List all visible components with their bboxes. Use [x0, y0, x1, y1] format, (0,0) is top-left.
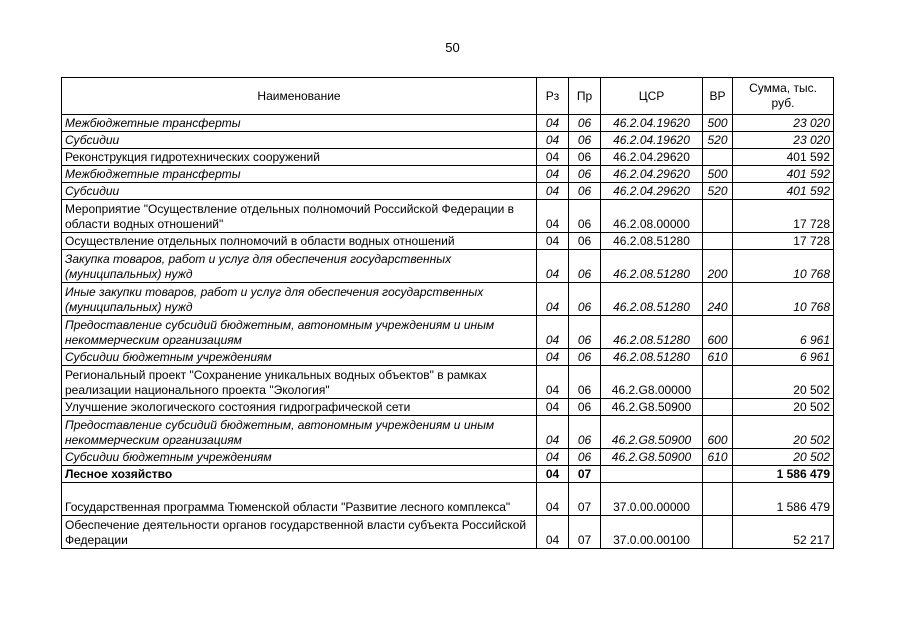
- cell-vr: [703, 366, 733, 399]
- cell-csr: 37.0.00.00100: [601, 516, 703, 549]
- table-row: [62, 516, 834, 549]
- cell-csr: 46.2.08.51280: [601, 233, 703, 250]
- cell-pr: 07: [569, 466, 601, 483]
- cell-rz: 04: [537, 166, 569, 183]
- cell-name: Реконструкция гидротехнических сооружений: [62, 149, 537, 166]
- cell-rz: 04: [537, 516, 569, 549]
- table-body: [62, 115, 834, 549]
- header-vr: ВР: [703, 78, 733, 115]
- table-row: [62, 366, 834, 399]
- table-row: [62, 149, 834, 166]
- cell-pr: 06: [569, 233, 601, 250]
- cell-pr: 06: [569, 416, 601, 449]
- cell-sum: 20 502: [733, 366, 834, 399]
- cell-sum: 20 502: [733, 416, 834, 449]
- table-row: [62, 399, 834, 416]
- cell-csr: 46.2.08.51280: [601, 316, 703, 349]
- cell-name: Государственная программа Тюменской области "Развитие лесного комплекса": [62, 483, 537, 516]
- cell-sum: 10 768: [733, 283, 834, 316]
- budget-table: [61, 77, 834, 549]
- cell-csr: 46.2.04.29620: [601, 149, 703, 166]
- cell-sum: 401 592: [733, 166, 834, 183]
- cell-pr: 06: [569, 132, 601, 149]
- cell-vr: 240: [703, 283, 733, 316]
- cell-vr: 600: [703, 416, 733, 449]
- cell-rz: 04: [537, 449, 569, 466]
- cell-sum: 401 592: [733, 149, 834, 166]
- cell-csr: 46.2.08.00000: [601, 200, 703, 233]
- cell-vr: 500: [703, 166, 733, 183]
- cell-pr: 07: [569, 483, 601, 516]
- cell-rz: 04: [537, 149, 569, 166]
- cell-csr: [601, 466, 703, 483]
- cell-pr: 06: [569, 449, 601, 466]
- cell-csr: 37.0.00.00000: [601, 483, 703, 516]
- cell-sum: 1 586 479: [733, 466, 834, 483]
- cell-name: Субсидии: [62, 132, 537, 149]
- cell-csr: 46.2.04.29620: [601, 183, 703, 200]
- table-row: [62, 449, 834, 466]
- cell-name: Иные закупки товаров, работ и услуг для обеспечения государственных (муниципальных) нужд: [62, 283, 537, 316]
- cell-pr: 06: [569, 349, 601, 366]
- cell-vr: [703, 483, 733, 516]
- cell-sum: 401 592: [733, 183, 834, 200]
- cell-name: Обеспечение деятельности органов государственной власти субъекта Российской Федерации: [62, 516, 537, 549]
- table-row: [62, 283, 834, 316]
- table-row: [62, 183, 834, 200]
- cell-csr: 46.2.04.19620: [601, 132, 703, 149]
- cell-vr: 610: [703, 349, 733, 366]
- cell-csr: 46.2.04.19620: [601, 115, 703, 132]
- cell-name: Осуществление отдельных полномочий в области водных отношений: [62, 233, 537, 250]
- cell-csr: 46.2.08.51280: [601, 250, 703, 283]
- cell-rz: 04: [537, 366, 569, 399]
- table-row: [62, 349, 834, 366]
- table-row: [62, 483, 834, 516]
- cell-vr: 600: [703, 316, 733, 349]
- header-name: Наименование: [62, 78, 537, 115]
- cell-sum: 20 502: [733, 449, 834, 466]
- cell-pr: 06: [569, 250, 601, 283]
- cell-pr: 06: [569, 149, 601, 166]
- cell-rz: 04: [537, 466, 569, 483]
- cell-name: Субсидии: [62, 183, 537, 200]
- cell-vr: 610: [703, 449, 733, 466]
- cell-rz: 04: [537, 250, 569, 283]
- table-row: [62, 250, 834, 283]
- cell-name: Предоставление субсидий бюджетным, автономным учреждениям и иным некоммерческим организациям: [62, 416, 537, 449]
- table-row: [62, 115, 834, 132]
- cell-sum: 23 020: [733, 115, 834, 132]
- cell-sum: 1 586 479: [733, 483, 834, 516]
- cell-csr: 46.2.08.51280: [601, 283, 703, 316]
- cell-vr: 520: [703, 132, 733, 149]
- table-row: [62, 233, 834, 250]
- cell-pr: 06: [569, 399, 601, 416]
- cell-csr: 46.2.G8.00000: [601, 366, 703, 399]
- cell-rz: 04: [537, 200, 569, 233]
- cell-pr: 06: [569, 115, 601, 132]
- header-rz: Рз: [537, 78, 569, 115]
- cell-vr: [703, 466, 733, 483]
- cell-csr: 46.2.04.29620: [601, 166, 703, 183]
- cell-vr: [703, 149, 733, 166]
- cell-name: Улучшение экологического состояния гидрографической сети: [62, 399, 537, 416]
- cell-sum: 17 728: [733, 233, 834, 250]
- cell-sum: 20 502: [733, 399, 834, 416]
- cell-rz: 04: [537, 349, 569, 366]
- table-row: [62, 166, 834, 183]
- cell-csr: 46.2.08.51280: [601, 349, 703, 366]
- cell-name: Мероприятие "Осуществление отдельных полномочий Российской Федерации в области водных отношений": [62, 200, 537, 233]
- cell-sum: 10 768: [733, 250, 834, 283]
- cell-name: Субсидии бюджетным учреждениям: [62, 349, 537, 366]
- cell-name: Лесное хозяйство: [62, 466, 537, 483]
- table-row: [62, 416, 834, 449]
- cell-name: Закупка товаров, работ и услуг для обеспечения государственных (муниципальных) нужд: [62, 250, 537, 283]
- cell-rz: 04: [537, 183, 569, 200]
- cell-csr: 46.2.G8.50900: [601, 449, 703, 466]
- cell-rz: 04: [537, 416, 569, 449]
- cell-rz: 04: [537, 399, 569, 416]
- cell-pr: 06: [569, 283, 601, 316]
- cell-sum: 23 020: [733, 132, 834, 149]
- cell-pr: 07: [569, 516, 601, 549]
- table-row: [62, 466, 834, 483]
- table-row: [62, 200, 834, 233]
- cell-pr: 06: [569, 200, 601, 233]
- cell-rz: 04: [537, 316, 569, 349]
- cell-sum: 52 217: [733, 516, 834, 549]
- cell-csr: 46.2.G8.50900: [601, 399, 703, 416]
- cell-rz: 04: [537, 132, 569, 149]
- cell-vr: [703, 516, 733, 549]
- cell-sum: 6 961: [733, 349, 834, 366]
- page-number: 50: [445, 40, 460, 55]
- cell-vr: 500: [703, 115, 733, 132]
- header-sum: Сумма, тыс. руб.: [733, 78, 834, 115]
- cell-name: Субсидии бюджетным учреждениям: [62, 449, 537, 466]
- cell-name: Региональный проект "Сохранение уникальных водных объектов" в рамках реализации национального проекта "Экология": [62, 366, 537, 399]
- header-pr: Пр: [569, 78, 601, 115]
- cell-sum: 17 728: [733, 200, 834, 233]
- cell-csr: 46.2.G8.50900: [601, 416, 703, 449]
- cell-pr: 06: [569, 316, 601, 349]
- cell-name: Межбюджетные трансферты: [62, 166, 537, 183]
- cell-pr: 06: [569, 166, 601, 183]
- header-csr: ЦСР: [601, 78, 703, 115]
- cell-vr: 520: [703, 183, 733, 200]
- cell-rz: 04: [537, 233, 569, 250]
- cell-rz: 04: [537, 115, 569, 132]
- table-header-row: [62, 78, 834, 115]
- cell-name: Предоставление субсидий бюджетным, автономным учреждениям и иным некоммерческим организациям: [62, 316, 537, 349]
- cell-rz: 04: [537, 283, 569, 316]
- table-row: [62, 316, 834, 349]
- cell-vr: [703, 399, 733, 416]
- cell-sum: 6 961: [733, 316, 834, 349]
- cell-pr: 06: [569, 183, 601, 200]
- cell-rz: 04: [537, 483, 569, 516]
- cell-vr: 200: [703, 250, 733, 283]
- cell-vr: [703, 233, 733, 250]
- cell-vr: [703, 200, 733, 233]
- cell-name: Межбюджетные трансферты: [62, 115, 537, 132]
- table-row: [62, 132, 834, 149]
- cell-pr: 06: [569, 366, 601, 399]
